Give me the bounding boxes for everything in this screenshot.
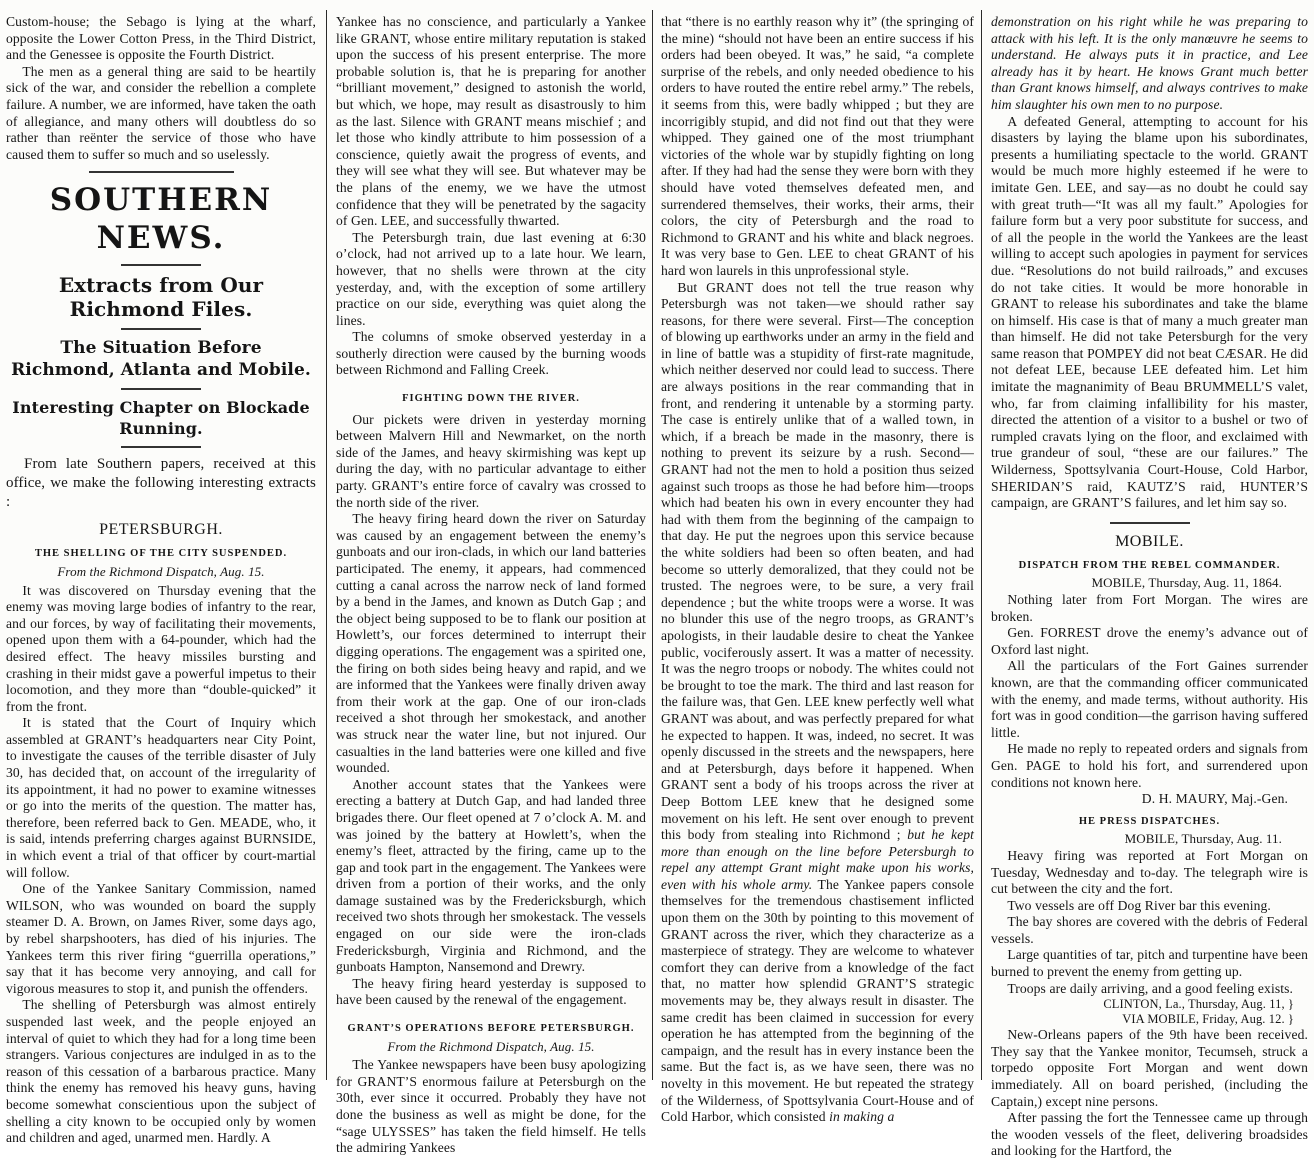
intro-paragraph: From late Southern papers, received at this office, we make the following interesting extracts : <box>6 456 316 511</box>
source-line: From the Richmond Dispatch, Aug. 15. <box>387 1038 595 1054</box>
paragraph: Large quantities of tar, pitch and turpentine have been burned to prevent the enemy from getting up. <box>991 947 1308 980</box>
paragraph: It is stated that the Court of Inquiry which assembled at GRANT’s headquarters near City Point, to investigate the causes of the terrible disaster of July 30, has decided that, on account of the irregularity of its appointment, it had no power to examine witnesses or go into the merits of the question. The matter has, therefore, been referred back to Gen. MEADE, who, it is said, intends preferring charges against BURNSIDE, in which event a trial of that officer by court-martial will follow. <box>6 715 316 880</box>
paragraph: The columns of smoke observed yesterday in a southerly direction were caused by the burning woods between Richmond and Falling Creek. <box>336 329 646 378</box>
dateline: CLINTON, La., Thursday, Aug. 11, } <box>1103 997 1294 1012</box>
column-divider <box>326 10 327 1080</box>
signature: D. H. MAURY, Maj.-Gen. <box>1141 791 1288 807</box>
divider <box>121 388 201 390</box>
divider <box>121 264 201 266</box>
paragraph: The heavy firing heard down the river on Saturday was caused by an engagement between the enemy’s gunboats and our iron-clads, in which our land batteries participated. The enemy, it appears, had commenced cutting a canal across the narrow neck of land formed by a bend in the James, and known as Dutch Gap ; and the object being supposed to be to flank our position at Howlett’s, our forces determined to interrupt their digging operations. The engagement was a spirited one, the firing on both sides being heavy and rapid, and we are informed that the Yankees were finally driven away from their work at the gap. One of our iron-clads received a shot through her smokestack, and another was struck near the water line, but not injured. Our casualties in the land batteries were one killed and five wounded. <box>336 511 646 776</box>
paragraph: Troops are daily arriving, and a good feeling exists. <box>1007 980 1293 996</box>
section-title: MOBILE. <box>1115 532 1184 550</box>
section-title: PETERSBURGH. <box>99 521 223 539</box>
paragraph: The men as a general thing are said to be heartily sick of the war, and consider the rebellion a complete failure. A number, we are informed, have taken the oath of allegiance, and many others will doubtless do so rather than reënter the service of those who have caused them to suffer so much and so uselessly. <box>6 63 316 162</box>
divider <box>1110 522 1190 524</box>
paragraph-text: The Yankee papers console themselves for the tremendous chastisement inflicted upon them on the 30th by pointing to this movement of GRANT across the river, which they characterize as a masterpiece of strategy. They are welcome to whatever comfort they can derive from a knowledge of the fact that, no matter how splendid GRANT’S strategic movements may be, they always result in disaster. The same credit has been claimed in succession for every operation he has attempted from the beginning of the campaign, and the result has in every instance been the same. But the fact is, as we have seen, there was no novelty in this movement. He but repeated the strategy of the Wilderness, of Spottsylvania Court-House and of Cold Harbor, which consisted <box>661 876 974 1125</box>
divider <box>121 328 201 330</box>
continued-paragraph <box>991 14 1308 114</box>
divider <box>89 171 234 173</box>
paragraph <box>661 280 974 1126</box>
italic-text: demonstration on his right while he was preparing to attack with his left. It is the only manœuvre he seems to understand. He always puts it in practice, and Lee already has it by heart. He knows Grant much better than Grant knows himself, and always contrives to make him slaughter his own men to no purpose. <box>991 14 1308 112</box>
subhead: DISPATCH FROM THE REBEL COMMANDER. <box>1018 559 1281 571</box>
paragraph: New-Orleans papers of the 9th have been received. They say that the Yankee monitor, Tecumseh, struck a torpedo opposite Fort Morgan and went down immediately. All on board perished, (including the Captain,) except nine persons. <box>991 1027 1308 1109</box>
paragraph: Our pickets were driven in yesterday morning between Malvern Hill and Newmarket, on the north side of the James, and heavy skirmishing was kept up during the day, with no particular advantage to either party. GRANT’s entire force of cavalry was crossed to the north side of the river. <box>336 411 646 510</box>
paragraph: Two vessels are off Dog River bar this evening. <box>1007 897 1271 913</box>
subhead: GRANT’S OPERATIONS BEFORE PETERSBURGH. <box>347 1023 635 1035</box>
column-divider <box>981 10 982 1080</box>
continued-paragraph: Yankee has no conscience, and particularly a Yankee like GRANT, whose entire military reputation is staked upon the success of his present enterprise. The more probable solution is, that he is preparing for another “brilliant movement,” designed to astonish the world, but which, we hope, may result as disastrously to him as the last. Silence with GRANT means mischief ; and let those who kindly attribute to him possession of a conscience, quietly await the progress of events, and they will see what they will see. But whatever may be the plans of the enemy, we we have the utmost confidence that they will be penetrated by the sagacity of Gen. LEE, and successfully thwarted. <box>336 14 646 229</box>
italic-text: in making a <box>829 1109 895 1125</box>
paragraph: One of the Yankee Sanitary Commission, named WILSON, who was wounded on board the supply steamer D. A. Brown, on James River, some days ago, by rebel sharpshooters, has died of his injuries. The Yankees term this river firing “guerrilla operations,” say that it has become very annoying, and call for vigorous measures to stop it, and punish the offenders. <box>6 881 316 996</box>
paragraph: The heavy firing heard yesterday is supposed to have been caused by the renewal of the engagement. <box>336 975 646 1008</box>
paragraph: All the particulars of the Fort Gaines surrender known, are that the commanding officer communicated with the enemy, and made terms, without authority. His fort was in good condition—the garrison having suffered little. <box>991 658 1308 740</box>
column-divider <box>652 10 653 1080</box>
paragraph: Nothing later from Fort Morgan. The wires are broken. <box>991 592 1308 624</box>
headline-tertiary: Interesting Chapter on Blockade Running. <box>12 398 310 439</box>
column-2 <box>330 0 652 1156</box>
paragraph: It was discovered on Thursday evening that the enemy was moving large bodies of infantry to the rear, and our forces, by way of facilitating their movements, opened upon them with a 64-pounder, which had the desired effect. The heavy missiles bursting and crashing in their midst gave a powerful impetus to their locomotion, and they more than “double-quicked” it from the front. <box>6 582 316 714</box>
continued-paragraph: that “there is no earthly reason why it” (the springing of the mine) “should not have been an entire success if his orders had been obeyed. It was,” he said, “a complete surprise of the rebels, and only needed obedience to his orders to have routed the entire rebel army.” The rebels, it seems from this, were badly whipped ; but they are incorrigibly stupid, and did not find out that they were whipped. They gained one of the most triumphant victories of the whole war by stupidly fighting on long after. If they had had the sense they were born with they should have voted themselves defeated men, and surrendered themselves, their works, their arms, their colors, the city of Petersburgh and the road to Richmond to GRANT and his white and black negroes. It was very base to Gen. LEE to cheat GRANT of his hard won laurels in this unprofessional style. <box>661 14 974 278</box>
column-4 <box>985 0 1314 1159</box>
divider <box>121 446 201 448</box>
italic-text: but he kept more than enough on the line before Petersburgh to repel any attempt Grant might make upon his works, even with his whole army. <box>661 827 975 892</box>
paragraph: The bay shores are covered with the debris of Federal vessels. <box>991 914 1308 946</box>
continued-paragraph: Custom-house; the Sebago is lying at the wharf, opposite the Lower Cotton Press, in the Third District, and the Genessee is opposite the Fourth District. <box>6 14 316 63</box>
paragraph: A defeated General, attempting to account for his disasters by laying the blame upon his subordinates, presents a humiliating spectacle to the world. GRANT would be much more highly esteemed if he were to imitate Gen. LEE, and say—as no doubt he could say with great truth—“It was all my fault.” Apologies for failure form but a very poor substitute for success, and of all the people in the world the Yankees are the least willing to accept such apologies in payment for services due. “Resolutions do not build railroads,” and excuses do not take cities. It would be more honorable in GRANT to release his subordinates and take the blame on himself. His case is that of many a much greater man than himself. He did not take Petersburgh for the very same reason that POMPEY did not beat CÆSAR. He did not defeat LEE, because LEE defeated him. Let him imitate the magnanimity of Beau BRUMMELL’S valet, who, far from claiming infallibility for his master, directed the attention of a visitor to a bushel or two of rumpled cravats lying on the floor, and exclaimed with true grandeur of soul, “these are our failures.” The Wilderness, Spottsylvania Court-House, Cold Harbor, SHERIDAN’S raid, KAUTZ’S raid, HUNTER’S campaign, are GRANT’S failures, and let him say so. <box>991 113 1308 511</box>
paragraph: Heavy firing was reported at Fort Morgan on Tuesday, Wednesday and to-day. The telegraph wire is cut between the city and the fort. <box>991 847 1308 897</box>
paragraph: He made no reply to repeated orders and signals from Gen. PAGE to hold his fort, and surrendered upon conditions not known here. <box>991 741 1308 790</box>
dateline: MOBILE, Thursday, Aug. 11, 1864. <box>1091 575 1282 591</box>
column-3 <box>655 0 980 1125</box>
paragraph: Another account states that the Yankees were erecting a battery at Dutch Gap, and had landed three brigades there. Our fleet opened at 7 o’clock A. M. and was joined by the battery at Howlett’s, when the enemy’s fleet, attracted by the firing, came up to the gap and took part in the engagement. The Yankees were driven from a portion of their works, and the only damage sustained was by the Fredericksburgh, which received two shots through her smokestack. The vessels engaged on our side were the iron-clads Fredericksburgh, Virginia and Richmond, and the gunboats Hampton, Nansemond and Drewry. <box>336 776 646 975</box>
paragraph: The Yankee newspapers have been busy apologizing for GRANT’S enormous failure at Petersburgh on the 30th, ever since it occurred. Probably they have not done the business as well as might be done, for the “sage ULYSSES” has taken the field himself. He tells the admiring Yankees <box>336 1057 646 1156</box>
column-1 <box>0 0 322 1146</box>
subhead: FIGHTING DOWN THE RIVER. <box>402 393 580 405</box>
dateline: VIA MOBILE, Friday, Aug. 12. } <box>1122 1012 1294 1027</box>
subhead: HE PRESS DISPATCHES. <box>1078 815 1221 827</box>
headline-secondary: The Situation Before Richmond, Atlanta and Mobile. <box>11 338 311 381</box>
paragraph: Gen. FORREST drove the enemy’s advance out of Oxford last night. <box>991 625 1308 657</box>
paragraph: The shelling of Petersburgh was almost entirely suspended last week, and the people enjoyed an interval of quiet to which they had for a long time been strangers. Various conjectures are indulged in as to the reason of this cessation of a barbarous practice. Many think the enemy has removed his heavy guns, having become somewhat conscientious upon the subject of shelling a city known to be occupied only by women and children and aged, unarmed men. Hardly. A <box>6 997 316 1146</box>
headline-primary: Extracts from Our Richmond Files. <box>58 273 264 322</box>
paragraph-text: But GRANT does not tell the true reason why Petersburgh was not taken—we should rather say reasons, for there were several. First—The conception of blowing up earthworks under an army in the field and in line of battle was a stupidity of first-rate magnitude, which neither deserved nor could lead to success. There are always positions in the rear commanding that in front, and rendering it untenable by a storming party. The case is entirely unlike that of a walled town, in which, if a breach be made in the masonry, there is nothing to prevent its seizure by a rush. Second—GRANT had not the men to hold a position thus seized against such troops as those he had before him—troops which had beaten his own in every encounter they had had with them from the beginning of the campaign to that day. He put the negroes upon this service because the white soldiers had been so often beaten, and had become so utterly demoralized, that they could not be trusted. The negroes were, to be sure, a very frail dependence ; but the white troops were a worse. It was no blunder this use of the negro troops, as GRANT’s apologists, in their laudable desire to cheat the Yankee public, vociferously assert. It was a matter of necessity. It was the negro troops or nobody. The whites could not be brought to toe the mark. The third and last reason for the failure was, that Gen. LEE knew perfectly well what GRANT was about, and was perfectly prepared for what he expected to happen. It was, indeed, no secret. It was openly discussed in the streets and the newspapers, here and at Petersburgh, days before it happened. When GRANT sent a body of his troops across the river at Deep Bottom LEE knew that he designed some movement on his left. He sent over enough to prevent this body from stealing into Richmond ; <box>661 279 974 843</box>
subhead: THE SHELLING OF THE CITY SUSPENDED. <box>34 548 288 560</box>
dateline: MOBILE, Thursday, Aug. 11. <box>1124 831 1282 847</box>
paragraph: The Petersburgh train, due last evening at 6:30 o’clock, had not arrived up to a late hour. We learn, however, that no shells were thrown at the city yesterday, and, with the exception of some artillery practice on our side, everything was quiet along the lines. <box>336 229 646 328</box>
paragraph: After passing the fort the Tennessee came up through the wooden vessels of the fleet, delivering broadsides and looking for the Hartford, the <box>991 1110 1308 1159</box>
masthead: SOUTHERN NEWS. <box>49 182 273 257</box>
source-line: From the Richmond Dispatch, Aug. 15. <box>57 563 265 579</box>
